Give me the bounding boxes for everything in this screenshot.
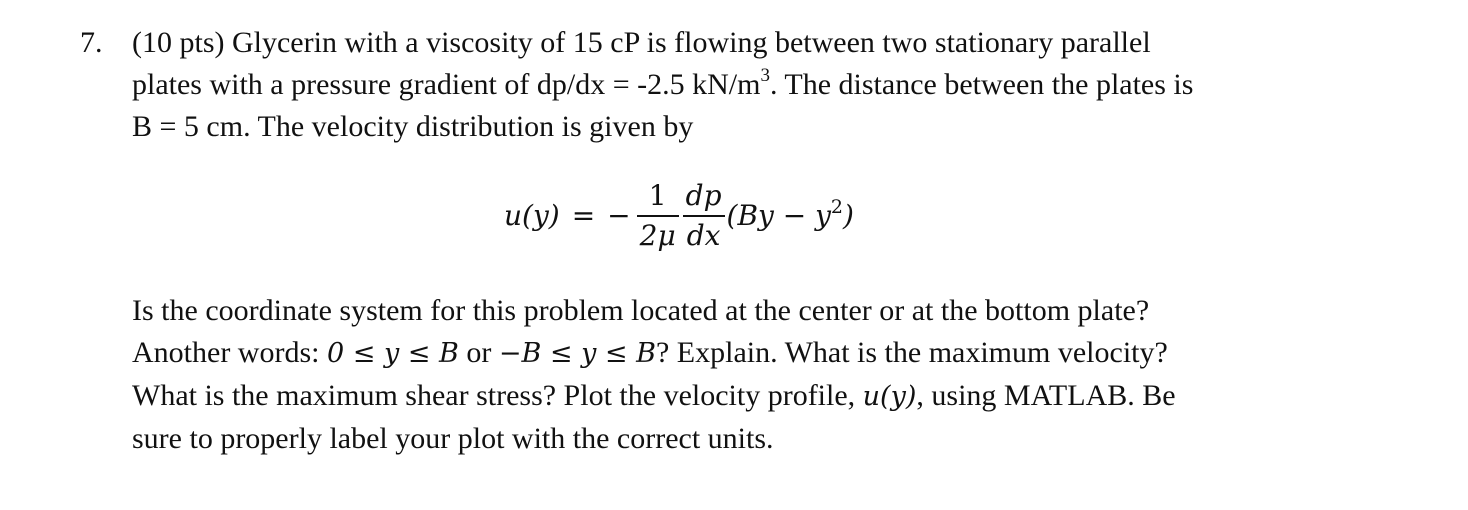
problem-7 xyxy=(80,22,1440,460)
equation-lhs: u(y) xyxy=(504,199,560,232)
fraction-1-denominator: 2μ xyxy=(639,219,676,252)
velocity-equation xyxy=(132,162,1440,274)
squared-superscript: 2 xyxy=(830,195,844,218)
equation-minus: − xyxy=(607,199,631,232)
question-line-2-or: or xyxy=(458,336,499,369)
question-line-2-prefix: Another words: xyxy=(132,336,327,369)
question-line-1: Is the coordinate system for this problem located at the center or at the bottom plate? xyxy=(132,294,1150,327)
question-line-4: sure to properly label your plot with the correct units. xyxy=(132,422,774,455)
fraction-2-denominator: dx xyxy=(686,219,721,252)
question-line-3-suffix: , using MATLAB. Be xyxy=(916,379,1176,412)
problem-line-2-text: plates with a pressure gradient of dp/dx = -2.5 kN/m xyxy=(132,68,761,101)
question-line-2-suffix: ? Explain. What is the maximum velocity? xyxy=(655,336,1168,369)
fraction-1-bar xyxy=(637,215,679,217)
problem-line-2 xyxy=(132,64,1440,106)
range-bottom-plate: 0 ≤ y ≤ B xyxy=(326,338,459,369)
problem-line-3: B = 5 cm. The velocity distribution is given by xyxy=(132,110,694,143)
fraction-dp-dx xyxy=(683,179,725,253)
fraction-2-bar xyxy=(683,215,725,217)
fraction-one-over-two-mu xyxy=(637,179,679,253)
question-line-2 xyxy=(132,332,1440,375)
problem-body xyxy=(132,22,1440,460)
velocity-function: u(y) xyxy=(862,381,917,412)
paren-close: ) xyxy=(843,199,854,232)
equation-content xyxy=(504,168,854,264)
problem-line-2-tail: . The distance between the plates is xyxy=(769,68,1194,101)
question-line-3 xyxy=(132,375,1440,418)
cubed-superscript: 3 xyxy=(760,65,770,86)
fraction-1-numerator: 1 xyxy=(648,179,667,212)
range-center: −B ≤ y ≤ B xyxy=(498,338,656,369)
problem-line-1: (10 pts) Glycerin with a viscosity of 15 cP is flowing between two stationary parallel xyxy=(132,26,1151,59)
problem-number: 7. xyxy=(80,26,103,59)
equation-equals: = xyxy=(571,199,596,232)
fraction-2-numerator: dp xyxy=(685,179,722,212)
equation-paren-expression xyxy=(727,195,854,237)
paren-expression-text: (By − y xyxy=(726,199,831,232)
question-line-3-prefix: What is the maximum shear stress? Plot the velocity profile, xyxy=(132,379,863,412)
